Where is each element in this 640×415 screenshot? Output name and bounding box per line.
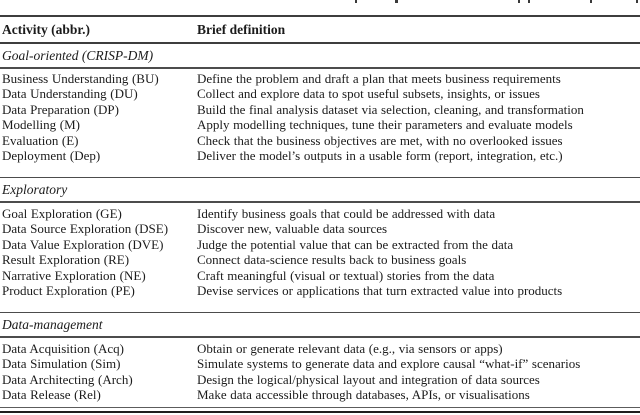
table-row bbox=[0, 268, 640, 284]
activity-cell: Data Architecting (Arch) bbox=[2, 371, 133, 387]
table-row bbox=[0, 71, 640, 87]
clipped-text-mark bbox=[395, 0, 398, 3]
definition-cell: Check that the business objectives are met, with no overlooked issues bbox=[197, 132, 563, 148]
table-row bbox=[0, 237, 640, 253]
section-title: Goal-oriented (CRISP-DM) bbox=[2, 48, 154, 63]
column-header-definition: Brief definition bbox=[197, 22, 286, 37]
section-rows bbox=[0, 338, 640, 403]
section-title: Data-management bbox=[2, 317, 103, 332]
definition-cell: Build the final analysis dataset via selection, cleaning, and transformation bbox=[197, 101, 584, 117]
table-row bbox=[0, 356, 640, 372]
activity-cell: Data Source Exploration (DSE) bbox=[2, 221, 169, 236]
definition-cell: Apply modelling techniques, tune their parameters and evaluate models bbox=[197, 117, 573, 132]
section-goal-oriented bbox=[0, 44, 640, 164]
table-row bbox=[0, 252, 640, 268]
table-bottom-rule bbox=[0, 407, 640, 413]
activity-cell: Data Simulation (Sim) bbox=[2, 356, 121, 371]
definition-cell: Craft meaningful (visual or textual) stories from the data bbox=[197, 267, 495, 283]
clipped-text-mark bbox=[518, 0, 520, 3]
activity-cell: Data Release (Rel) bbox=[2, 387, 101, 402]
table-row bbox=[0, 86, 640, 102]
activity-cell: Data Acquisition (Acq) bbox=[2, 340, 125, 356]
section-rows bbox=[0, 203, 640, 299]
definition-cell: Make data accessible through databases, APIs, or visualisations bbox=[197, 387, 530, 402]
section-title: Exploratory bbox=[2, 182, 68, 197]
definition-cell: Devise services or applications that turn extracted value into products bbox=[197, 283, 563, 298]
definition-cell: Collect and explore data to spot useful subsets, insights, or issues bbox=[197, 86, 540, 101]
definition-cell: Simulate systems to generate data and explore causal “what-if” scenarios bbox=[197, 356, 581, 371]
activity-cell: Evaluation (E) bbox=[2, 132, 79, 148]
table-row bbox=[0, 372, 640, 388]
section-rows bbox=[0, 69, 640, 164]
activity-cell: Product Exploration (PE) bbox=[2, 283, 135, 298]
table-row bbox=[0, 387, 640, 403]
definition-cell: Discover new, valuable data sources bbox=[197, 221, 388, 236]
table-row bbox=[0, 206, 640, 222]
definition-cell: Design the logical/physical layout and integration of data sources bbox=[197, 371, 540, 387]
table-row bbox=[0, 221, 640, 237]
activity-cell: Narrative Exploration (NE) bbox=[2, 267, 146, 283]
definition-cell: Judge the potential value that can be extracted from the data bbox=[197, 236, 514, 252]
definition-cell: Define the problem and draft a plan that meets business requirements bbox=[197, 70, 561, 86]
clipped-text-mark bbox=[590, 0, 592, 3]
clipped-text-mark bbox=[636, 0, 638, 3]
definition-cell: Deliver the model’s outputs in a usable form (report, integration, etc.) bbox=[197, 148, 563, 163]
activity-cell: Data Understanding (DU) bbox=[2, 86, 138, 101]
table-header-row bbox=[0, 17, 640, 42]
activity-cell: Goal Exploration (GE) bbox=[2, 205, 122, 221]
activity-cell: Data Value Exploration (DVE) bbox=[2, 236, 164, 252]
table-row bbox=[0, 133, 640, 149]
table-row bbox=[0, 102, 640, 118]
clipped-caption-fragment bbox=[0, 0, 640, 4]
activity-cell: Business Understanding (BU) bbox=[2, 70, 159, 86]
definition-cell: Connect data-science results back to business goals bbox=[197, 252, 467, 267]
section-exploratory bbox=[0, 177, 640, 299]
activity-cell: Result Exploration (RE) bbox=[2, 252, 130, 267]
table-row bbox=[0, 341, 640, 357]
clipped-text-mark bbox=[355, 0, 357, 3]
section-data-management bbox=[0, 312, 640, 403]
definition-cell: Obtain or generate relevant data (e.g., via sensors or apps) bbox=[197, 340, 503, 356]
activity-cell: Data Preparation (DP) bbox=[2, 101, 119, 117]
activity-cell: Deployment (Dep) bbox=[2, 148, 101, 163]
table-row bbox=[0, 148, 640, 164]
definition-cell: Identify business goals that could be addressed with data bbox=[197, 205, 496, 221]
table-row bbox=[0, 117, 640, 133]
activity-cell: Modelling (M) bbox=[2, 117, 80, 132]
clipped-text-mark bbox=[528, 0, 530, 3]
column-header-activity: Activity (abbr.) bbox=[2, 22, 90, 37]
table-row bbox=[0, 283, 640, 299]
